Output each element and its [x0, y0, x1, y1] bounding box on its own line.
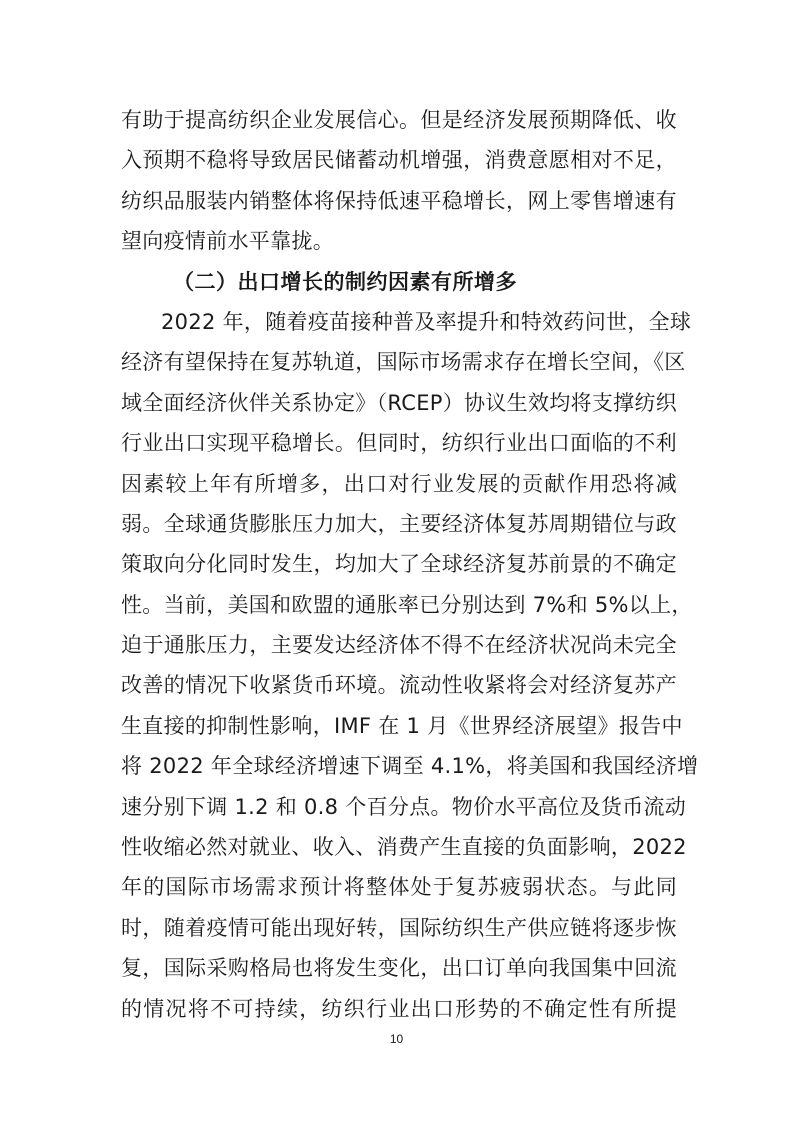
text-line: 复，国际采购格局也将发生变化，出口订单向我国集中回流 [121, 956, 677, 981]
page-number: 10 [389, 1032, 404, 1046]
document-body [121, 100, 699, 1029]
text-line: 性收缩必然对就业、收入、消费产生直接的负面影响，2022 [121, 835, 687, 860]
section-heading: （二）出口增长的制约因素有所增多 [173, 269, 517, 294]
text-line: 行业出口实现平稳增长。但同时，纺织行业出口面临的不利 [121, 431, 677, 456]
text-line: 的情况将不可持续，纺织行业出口形势的不确定性有所提 [121, 996, 677, 1021]
text-line: 将 2022 年全球经济增速下调至 4.1%，将美国和我国经济增 [121, 754, 699, 779]
text-line: 性。当前，美国和欧盟的通胀率已分别达到 7%和 5%以上， [121, 592, 693, 617]
text-line: 弱。全球通货膨胀压力加大，主要经济体复苏周期错位与政 [121, 511, 677, 536]
text-line: 速分别下调 1.2 和 0.8 个百分点。物价水平高位及货币流动 [121, 794, 687, 819]
text-line: 经济有望保持在复苏轨道，国际市场需求存在增长空间，《区 [121, 350, 686, 375]
text-line: 入预期不稳将导致居民储蓄动机增强，消费意愿相对不足， [121, 148, 677, 173]
text-line: 有助于提高纺织企业发展信心。但是经济发展预期降低、收 [121, 108, 677, 132]
paragraph-export-constraints [121, 302, 699, 1029]
text-line: 时，随着疫情可能出现好转，国际纺织生产供应链将逐步恢 [121, 915, 677, 940]
text-line: 迫于通胀压力，主要发达经济体不得不在经济状况尚未完全 [121, 633, 677, 658]
text-line: 域全面经济伙伴关系协定》（RCEP）协议生效均将支撑纺织 [121, 390, 678, 415]
text-line: 生直接的抑制性影响，IMF 在 1 月《世界经济展望》报告中 [121, 713, 683, 738]
paragraph-continuation [121, 100, 677, 262]
text-line: 因素较上年有所增多，出口对行业发展的贡献作用恐将减 [121, 471, 677, 496]
text-line: 年的国际市场需求预计将整体处于复苏疲弱状态。与此同 [121, 875, 677, 900]
text-line: 望向疫情前水平靠拢。 [121, 229, 334, 254]
text-line: 纺织品服装内销整体将保持低速平稳增长，网上零售增速有 [121, 188, 677, 213]
text-line: 策取向分化同时发生，均加大了全球经济复苏前景的不确定 [121, 552, 677, 577]
text-line: 改善的情况下收紧货币环境。流动性收紧将会对经济复苏产 [121, 673, 677, 698]
text-line: 2022 年，随着疫苗接种普及率提升和特效药问世，全球 [161, 309, 692, 334]
